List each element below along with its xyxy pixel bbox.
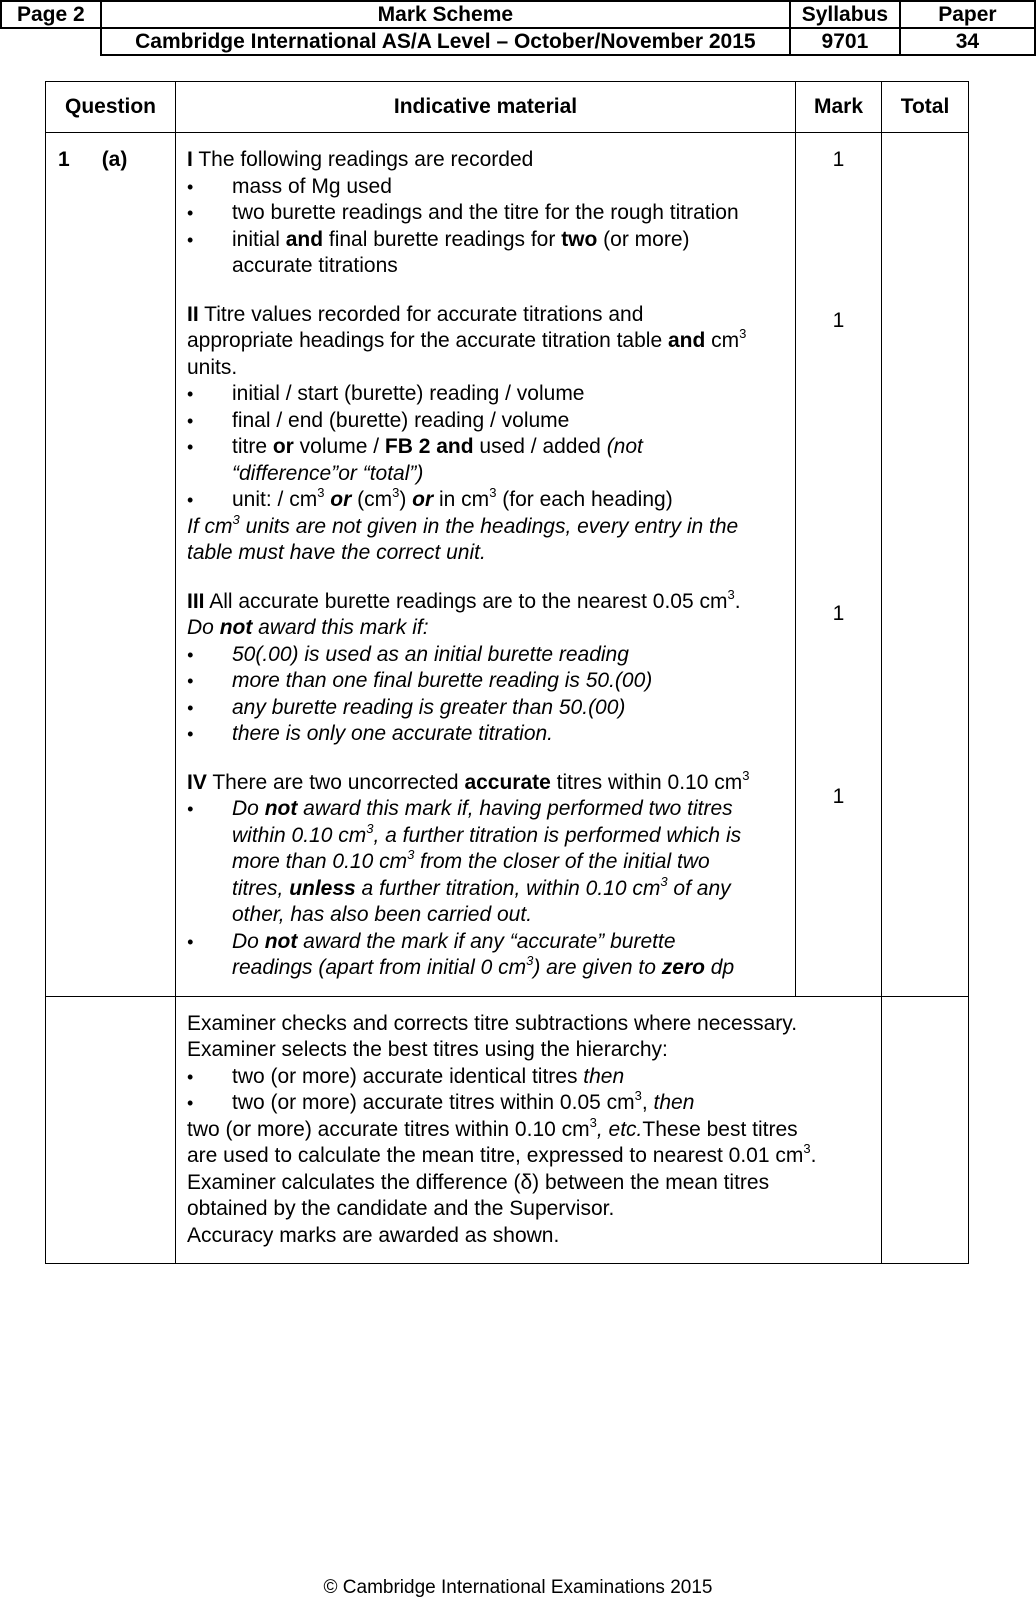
syllabus-label: Syllabus xyxy=(790,1,900,28)
list-item: • initial / start (burette) reading / volume xyxy=(187,381,785,408)
list-item: • final / end (burette) reading / volume xyxy=(187,408,785,435)
list-item: • two (or more) accurate titres within 0.05 $cm^3$, then xyxy=(187,1090,871,1117)
document-subtitle: Cambridge International AS/A Level – October/November 2015 xyxy=(101,28,790,55)
question-part: (a) xyxy=(101,148,128,171)
list-item: • any burette reading is greater than 50.(00) xyxy=(187,695,785,722)
question-cell xyxy=(46,133,176,997)
list-item: • Do not award this mark if, having performed two titres within 0.10 $cm^3$, a further titration is performed which is more than 0.10 $cm^3$ from the closer of the initial two titres, unless a further titration, within 0.10 $cm^3$ of any other, has also been carried out. xyxy=(187,796,785,929)
header-table xyxy=(0,0,1036,56)
mark-scheme-table xyxy=(45,81,969,1264)
criterion-block-iii: III All accurate burette readings are to the nearest 0.05 $cm^3$. Do not award this mark if: • 50(.00) is used as an initial burette reading • more than one final burette reading is 50.(00) • any burette reading is greater than 50.(00) • there is only one accurate titration. xyxy=(187,589,785,748)
list-item: • initial and final burette readings for two (or more) accurate titrations xyxy=(187,227,785,280)
list-item: • two burette readings and the titre for the rough titration xyxy=(187,200,785,227)
paper-label: Paper xyxy=(900,1,1035,28)
criterion-label: III xyxy=(187,589,205,613)
question-number: 1 xyxy=(58,148,70,171)
document-title: Mark Scheme xyxy=(101,1,790,28)
criterion-label: II xyxy=(187,302,199,326)
total-cell-empty xyxy=(882,996,969,1264)
list-item: • Do not award the mark if any “accurate” burette readings (apart from initial 0 $cm^3$) are given to zero dp xyxy=(187,929,785,982)
page-number: Page 2 xyxy=(1,1,101,28)
mark-value: 1 xyxy=(832,602,845,625)
header-empty-cell xyxy=(1,28,101,55)
column-header-total: Total xyxy=(882,82,969,133)
criterion-block-i xyxy=(187,147,785,280)
examiner-notes-cell: Examiner checks and corrects titre subtractions where necessary. Examiner selects the best titres using the hierarchy: • two (or more) accurate identical titres then • two (or more) accurate titres within 0.05 $cm^3$, then two (or more) accurate titres within 0.10 $cm^3$, etc.These best titres are used to calculate the mean titre, expressed to nearest 0.01 $cm^3$. Examiner calculates the difference (δ) between the mean titres obtained by the candidate and the Supervisor. Accuracy marks are awarded as shown. xyxy=(176,996,882,1264)
list-item: • more than one final burette reading is 50.(00) xyxy=(187,668,785,695)
criterion-label: IV xyxy=(187,770,207,794)
list-item: • unit: / $cm^3$ or $(cm^3)$ or in $cm^3$ (for each heading) xyxy=(187,487,785,514)
column-header-indicative-material: Indicative material xyxy=(176,82,796,133)
indicative-material-cell xyxy=(176,133,796,997)
list-item: • 50(.00) is used as an initial burette reading xyxy=(187,642,785,669)
table-row xyxy=(46,996,969,1264)
copyright-footer: © Cambridge International Examinations 2015 xyxy=(323,1577,713,1598)
criterion-text: The following readings are recorded xyxy=(198,148,534,171)
criterion-label: I xyxy=(187,148,193,171)
mark-cell xyxy=(796,133,882,997)
criterion-block-ii: II Titre values recorded for accurate titrations and appropriate headings for the accurate titration table and $cm^3$ units. • initial / start (burette) reading / volume • final / end (burette) reading / volume • titre or volume / FB 2 and used / added (not “difference”or “total”) • unit: / $cm^3$ or $(cm^3)$ or in $cm^3$ (for each heading) If $cm^3$ units are not given in the headings, every entry in the table must have the correct unit. xyxy=(187,302,785,567)
column-header-question: Question xyxy=(46,82,176,133)
paper-number: 34 xyxy=(900,28,1035,55)
syllabus-code: 9701 xyxy=(790,28,900,55)
mark-value: 1 xyxy=(832,785,845,808)
table-header-row xyxy=(46,82,969,133)
list-item: • there is only one accurate titration. xyxy=(187,721,785,748)
criterion-block-iv: IV There are two uncorrected accurate titres within 0.10 $cm^3$ • Do not award this mark if, having performed two titres within 0.10 $cm^3$, a further titration is performed which is more than 0.10 $cm^3$ from the closer of the initial two titres, unless a further titration, within 0.10 $cm^3$ of any other, has also been carried out. • Do not award the mark if any “accurate” burette readings (apart from initial 0 $cm^3$) are given to zero dp xyxy=(187,770,785,982)
question-cell-empty xyxy=(46,996,176,1264)
list-item: • mass of Mg used xyxy=(187,174,785,201)
mark-value: 1 xyxy=(832,309,845,332)
list-item: • titre or volume / FB 2 and used / added (not “difference”or “total”) xyxy=(187,434,785,487)
mark-value: 1 xyxy=(832,148,845,171)
total-cell xyxy=(882,133,969,997)
column-header-mark: Mark xyxy=(796,82,882,133)
list-item: • two (or more) accurate identical titres then xyxy=(187,1064,871,1091)
table-row xyxy=(46,133,969,997)
